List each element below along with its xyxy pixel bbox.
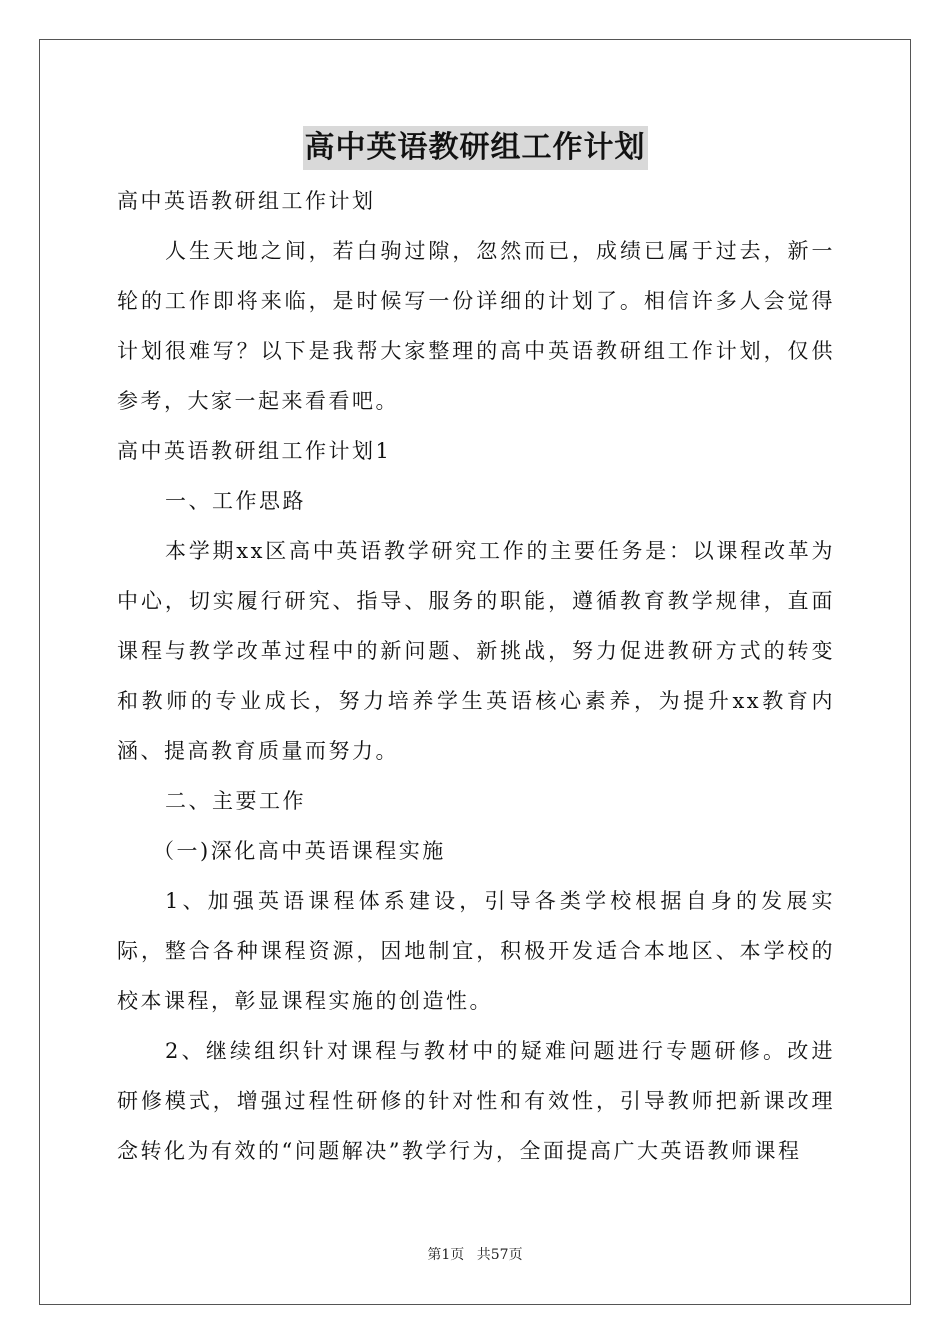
document-title: 高中英语教研组工作计划 [303,126,648,170]
section-title: 高中英语教研组工作计划1 [117,439,392,463]
page-footer [0,1244,950,1264]
document-subtitle: 高中英语教研组工作计划 [117,189,376,213]
title-container [0,126,950,170]
total-pages: 共57页 [476,1247,523,1263]
intro-paragraph: 人生天地之间，若白驹过隙，忽然而已，成绩已属于过去，新一轮的工作即将来临，是时候写一份详细的计划了。相信许多人会觉得计划很难写？以下是我帮大家整理的高中英语教研组工作计划，仅供参考，大家一起来看看吧。 [117,239,835,413]
subheading-curriculum: （一)深化高中英语课程实施 [153,839,446,863]
document-body [117,176,835,1176]
item-2-paragraph: 2、继续组织针对课程与教材中的疑难问题进行专题研修。改进研修模式，增强过程性研修的针对性和有效性，引导教师把新课改理念转化为有效的“问题解决”教学行为，全面提高广大英语教师课程 [117,1039,835,1163]
page-number: 第1页 [427,1247,465,1263]
heading-work-ideas: 一、工作思路 [165,489,306,513]
work-ideas-paragraph: 本学期xx区高中英语教学研究工作的主要任务是：以课程改革为中心，切实履行研究、指导、服务的职能，遵循教育教学规律，直面课程与教学改革过程中的新问题、新挑战，努力促进教研方式的转变和教师的专业成长，努力培养学生英语核心素养，为提升xx教育内涵、提高教育质量而努力。 [117,539,835,763]
item-1-paragraph: 1、加强英语课程体系建设，引导各类学校根据自身的发展实际，整合各种课程资源，因地制宜，积极开发适合本地区、本学校的校本课程，彰显课程实施的创造性。 [117,889,835,1013]
heading-main-work: 二、主要工作 [165,789,306,813]
